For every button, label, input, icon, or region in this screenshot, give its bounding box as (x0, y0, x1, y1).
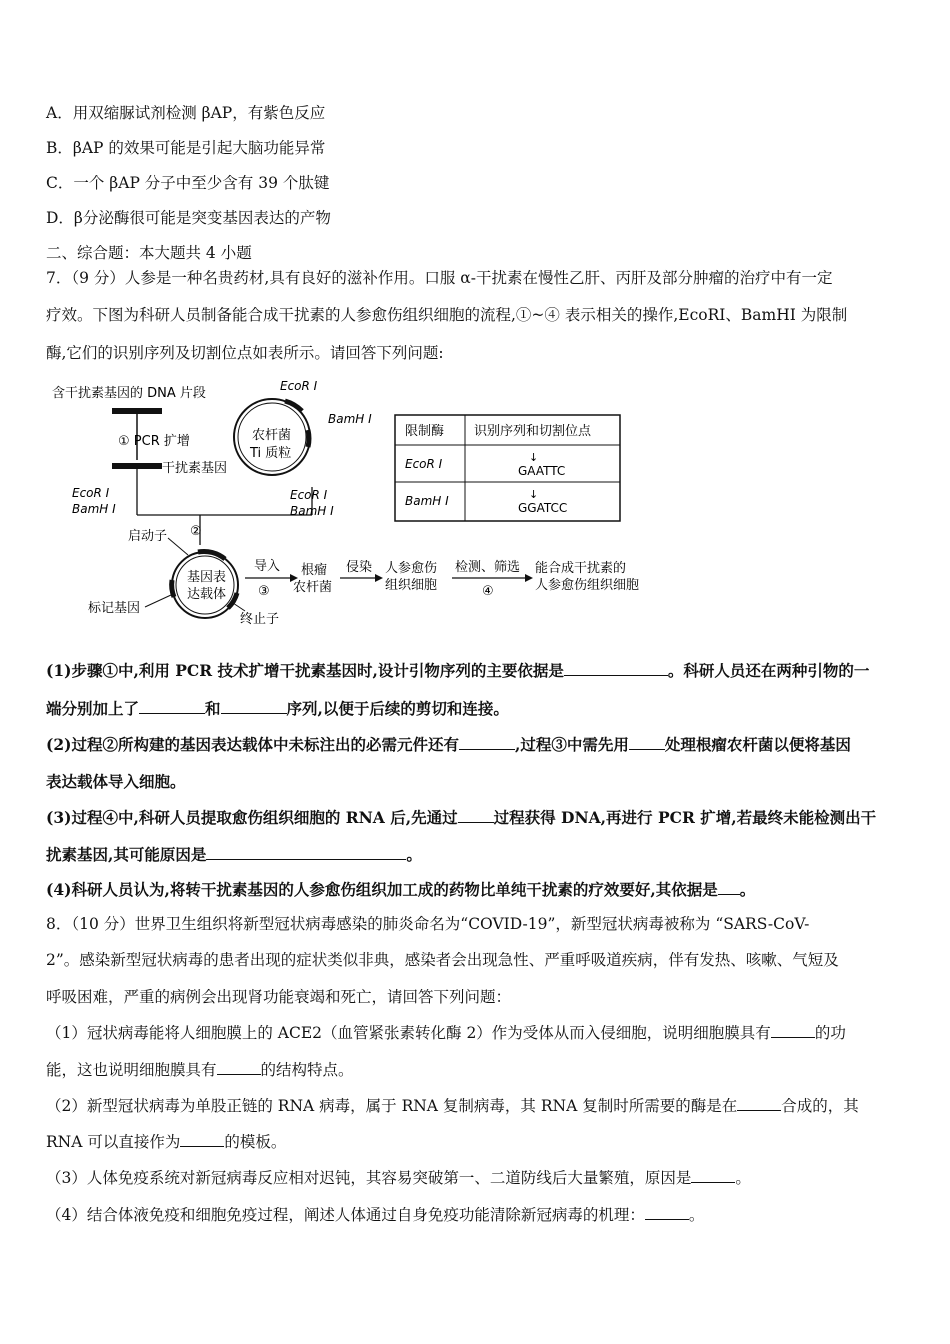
answer-blank[interactable] (645, 1205, 689, 1220)
svg-text:↓: ↓ (529, 488, 539, 501)
option-a: A．用双缩脲试剂检测 βAP，有紫色反应 (46, 104, 326, 122)
svg-text:EcoR Ⅰ: EcoR Ⅰ (405, 457, 443, 471)
option-d: D．β分泌酶很可能是突变基因表达的产物 (46, 209, 331, 227)
answer-blank[interactable] (564, 661, 668, 676)
q7-sub1: (1)步骤①中,利用 PCR 技术扩增干扰素基因时,设计引物序列的主要依据是 。科研人员还在两种引物的一 (46, 661, 870, 680)
svg-text:BamH Ⅰ: BamH Ⅰ (328, 412, 372, 426)
svg-text:识别序列和切割位点: 识别序列和切割位点 (474, 424, 592, 439)
option-c: C．一个 βAP 分子中至少含有 39 个肽键 (46, 174, 330, 192)
option-b: B．βAP 的效果可能是引起大脑功能异常 (46, 139, 326, 157)
step1-label: ① PCR 扩增 (118, 434, 190, 449)
promoter-label: 启动子 (128, 529, 168, 544)
q8-line3: 呼吸困难，严重的病例会出现肾功能衰竭和死亡，请回答下列问题： (46, 988, 512, 1006)
enzyme-table (395, 415, 620, 521)
svg-text:④: ④ (482, 584, 494, 599)
answer-blank[interactable] (771, 1023, 815, 1038)
q7-line2: 疗效。下图为科研人员制备能合成干扰素的人参愈伤组织细胞的流程,①~④ 表示相关的操作,EcoRⅠ、BamHⅠ 为限制 (46, 306, 848, 324)
q7-sub3: (3)过程④中,科研人员提取愈伤组织细胞的 RNA 后,先通过 过程获得 DNA,再进行 PCR 扩增,若最终未能检测出干 (46, 808, 877, 827)
svg-text:③: ③ (258, 584, 270, 599)
svg-text:根瘤: 根瘤 (301, 563, 328, 578)
q8-sub3: （3）人体免疫系统对新冠病毒反应相对迟钝，其容易突破第一、二道防线后大量繁殖，原因是 。 (46, 1169, 751, 1187)
answer-blank[interactable] (737, 1096, 781, 1111)
q7-sub1-cont: 端分别加上了 和 序列,以便于后续的剪切和连接。 (46, 699, 509, 718)
svg-text:EcoR Ⅰ: EcoR Ⅰ (290, 488, 328, 502)
svg-text:检测、筛选: 检测、筛选 (455, 560, 521, 575)
q8-sub2-cont: RNA 可以直接作为 的模板。 (46, 1133, 287, 1151)
svg-text:Ti 质粒: Ti 质粒 (250, 446, 292, 461)
q8-sub1-cont: 能，这也说明细胞膜具有 的结构特点。 (46, 1061, 354, 1079)
answer-blank[interactable] (459, 735, 515, 750)
answer-blank[interactable] (221, 699, 287, 714)
svg-text:BamH Ⅰ: BamH Ⅰ (72, 502, 116, 516)
q7-line1: 7．（9 分）人参是一种名贵药材,具有良好的滋补作用。口服 α-干扰素在慢性乙肝、丙肝及部分肿瘤的治疗中有一定 (46, 269, 833, 287)
svg-text:人参愈伤组织细胞: 人参愈伤组织细胞 (535, 578, 640, 593)
svg-text:组织细胞: 组织细胞 (385, 578, 438, 593)
q7-sub3-cont: 扰素基因,其可能原因是 。 (46, 845, 422, 864)
svg-text:EcoR Ⅰ: EcoR Ⅰ (72, 486, 110, 500)
svg-text:GGATCC: GGATCC (518, 501, 568, 515)
answer-blank[interactable] (458, 808, 494, 823)
svg-text:GAATTC: GAATTC (518, 464, 566, 478)
q7-sub4: (4)科研人员认为,将转干扰素基因的人参愈伤组织加工成的药物比单纯干扰素的疗效要好,其依据是 。 (46, 880, 756, 899)
q8-sub2: （2）新型冠状病毒为单股正链的 RNA 病毒，属于 RNA 复制病毒，其 RNA 复制时所需要的酶是在 合成的，其 (46, 1097, 859, 1115)
answer-blank[interactable] (206, 845, 406, 860)
q7-sub2: (2)过程②所构建的基因表达载体中未标注出的必需元件还有 ,过程③中需先用 处理根瘤农杆菌以便将基因 (46, 735, 851, 754)
q8-line2: 2”。感染新型冠状病毒的患者出现的症状类似非典，感染者会出现急性、严重呼吸道疾病，伴有发热、咳嗽、气短及 (46, 951, 839, 969)
answer-blank[interactable] (217, 1060, 261, 1075)
svg-text:EcoR Ⅰ: EcoR Ⅰ (280, 379, 318, 393)
q8-line1: 8．（10 分）世界卫生组织将新型冠状病毒感染的肺炎命名为“COVID-19”，新型冠状病毒被称为 “SARS-CoV- (46, 915, 810, 933)
answer-blank[interactable] (139, 699, 205, 714)
answer-blank[interactable] (180, 1132, 224, 1147)
svg-text:限制酶: 限制酶 (405, 424, 445, 439)
svg-text:BamH Ⅰ: BamH Ⅰ (405, 494, 449, 508)
dna-label: 含干扰素基因的 DNA 片段 (52, 386, 206, 401)
answer-blank[interactable] (629, 735, 665, 750)
q8-sub4: （4）结合体液免疫和细胞免疫过程，阐述人体通过自身免疫功能清除新冠病毒的机理： 。 (46, 1206, 705, 1224)
svg-text:农杆菌: 农杆菌 (293, 580, 333, 595)
flow-diagram (40, 375, 680, 630)
answer-blank[interactable] (691, 1168, 735, 1183)
q7-line3: 酶,它们的识别序列及切割位点如表所示。请回答下列问题: (46, 344, 444, 362)
svg-text:达载体: 达载体 (187, 587, 227, 602)
svg-text:基因表: 基因表 (187, 570, 227, 585)
terminator-label: 终止子 (240, 612, 280, 627)
svg-text:农杆菌: 农杆菌 (252, 428, 292, 443)
section-title: 二、综合题：本大题共 4 小题 (46, 244, 252, 262)
svg-text:②: ② (190, 524, 202, 539)
gene-label: 干扰素基因 (162, 461, 228, 476)
svg-text:人参愈伤: 人参愈伤 (385, 561, 438, 576)
answer-blank[interactable] (718, 880, 740, 895)
svg-text:↓: ↓ (529, 451, 539, 464)
svg-text:导入: 导入 (254, 559, 281, 574)
q7-sub2-cont: 表达载体导入细胞。 (46, 772, 186, 791)
marker-label: 标记基因 (88, 601, 141, 616)
q8-sub1: （1）冠状病毒能将人细胞膜上的 ACE2（血管紧张素转化酶 2）作为受体从而入侵细胞，说明细胞膜具有 的功 (46, 1024, 846, 1042)
svg-text:BamH Ⅰ: BamH Ⅰ (290, 504, 334, 518)
svg-text:侵染: 侵染 (346, 560, 373, 575)
svg-text:能合成干扰素的: 能合成干扰素的 (535, 561, 627, 576)
